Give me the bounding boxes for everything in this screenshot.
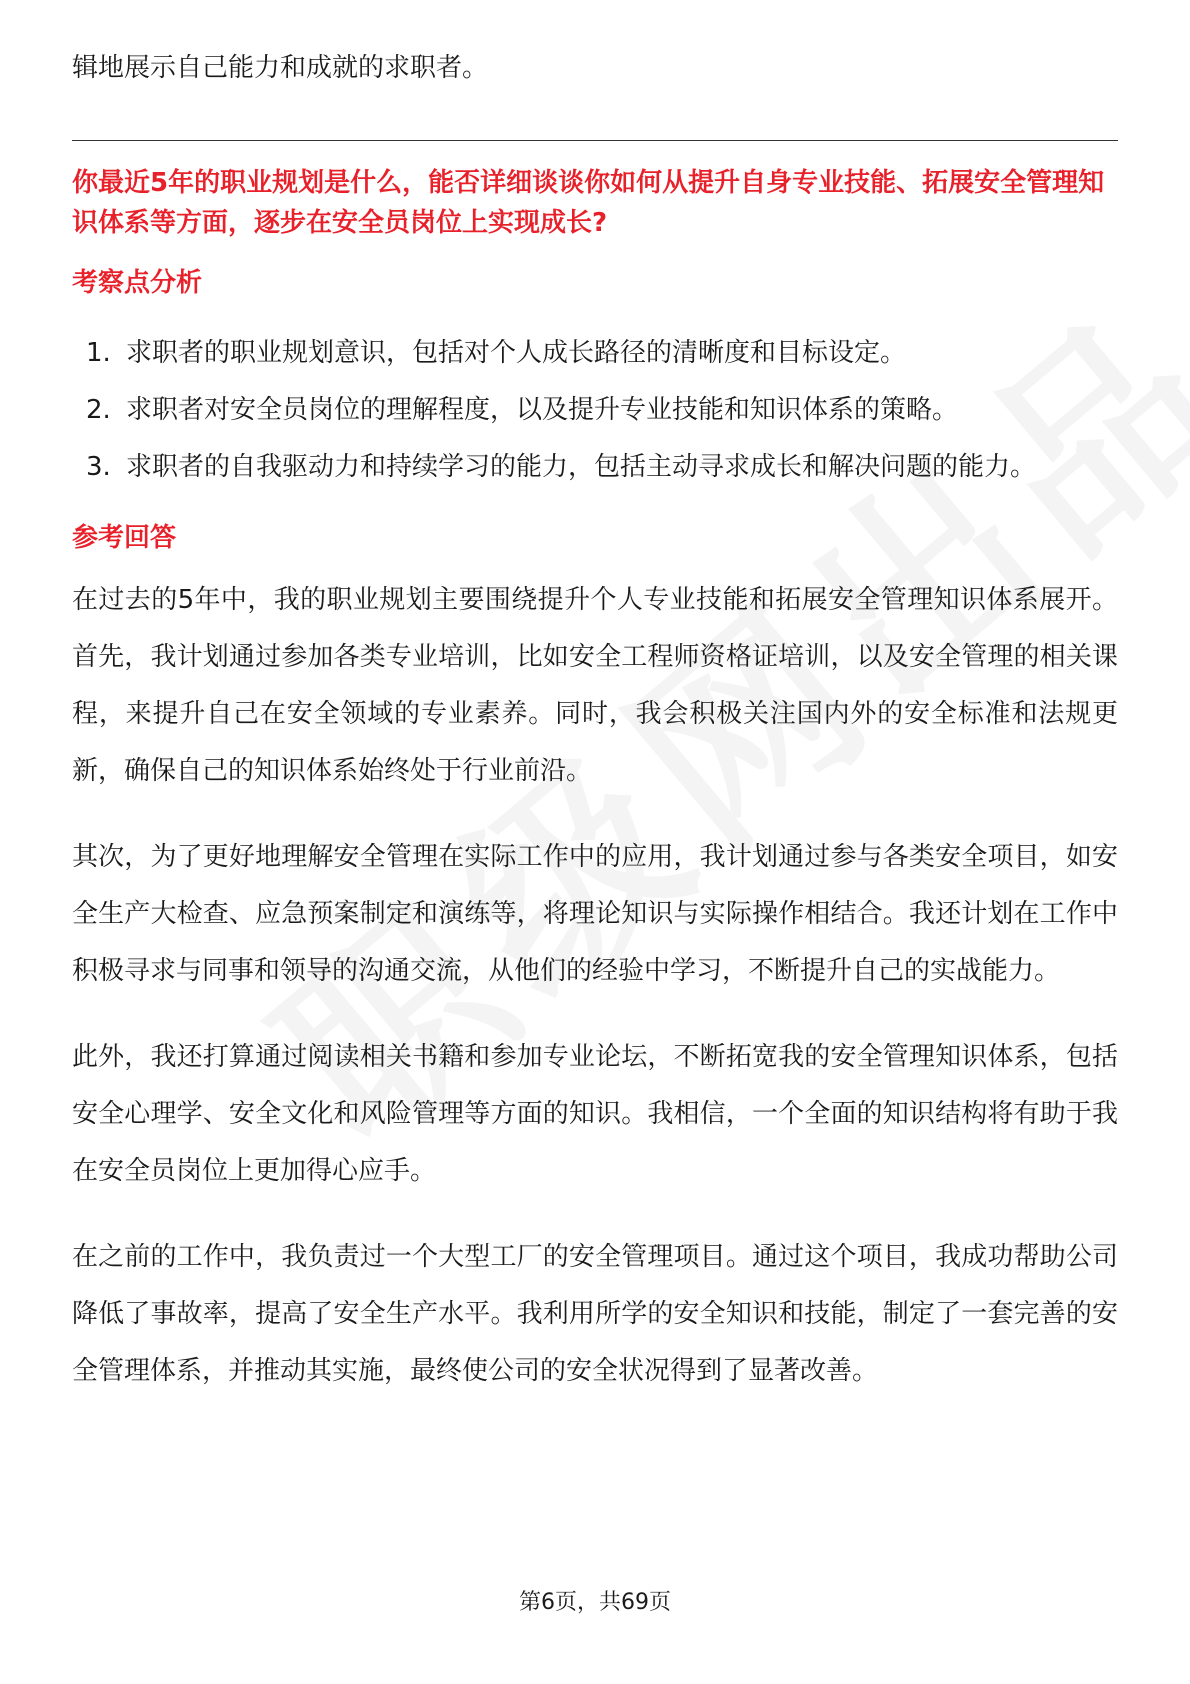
list-item-text: 求职者对安全员岗位的理解程度，以及提升专业技能和知识体系的策略。 [126, 395, 959, 425]
answer-heading: 参考回答 [72, 523, 177, 553]
list-item-number: 1. [86, 338, 111, 368]
answer-paragraph: 其次，为了更好地理解安全管理在实际工作中的应用，我计划通过参与各类安全项目，如安全生产大检查、应急预案制定和演练等，将理论知识与实际操作相结合。我还计划在工作中积极寻求与同事和领导的沟通交流，从他们的经验中学习，不断提升自己的实战能力。 [72, 842, 1118, 986]
list-item-number: 2. [86, 395, 111, 425]
answer-paragraph: 在过去的5年中，我的职业规划主要围绕提升个人专业技能和拓展安全管理知识体系展开。首先，我计划通过参加各类专业培训，比如安全工程师资格证培训，以及安全管理的相关课程，来提升自己在安全领域的专业素养。同时，我会积极关注国内外的安全标准和法规更新，确保自己的知识体系始终处于行业前沿。 [72, 585, 1118, 786]
page-number-footer: 第6页，共69页 [519, 1590, 671, 1615]
list-item [72, 382, 1118, 439]
list-item [72, 325, 1118, 382]
analysis-heading: 考察点分析 [72, 268, 203, 298]
page-content [72, 48, 1118, 1400]
interview-question: 你最近5年的职业规划是什么，能否详细谈谈你如何从提升自身专业技能、拓展安全管理知识体系等方面，逐步在安全员岗位上实现成长? [72, 168, 1105, 238]
list-item-number: 3. [86, 452, 111, 482]
list-item-text: 求职者的自我驱动力和持续学习的能力，包括主动寻求成长和解决问题的能力。 [126, 452, 1037, 482]
list-item [72, 439, 1118, 496]
intro-tail-text: 辑地展示自己能力和成就的求职者。 [72, 53, 489, 83]
answer-paragraph: 此外，我还打算通过阅读相关书籍和参加专业论坛，不断拓宽我的安全管理知识体系，包括安全心理学、安全文化和风险管理等方面的知识。我相信，一个全面的知识结构将有助于我在安全员岗位上更加得心应手。 [72, 1042, 1118, 1186]
list-item-text: 求职者的职业规划意识，包括对个人成长路径的清晰度和目标设定。 [126, 338, 907, 368]
answer-paragraph: 在之前的工作中，我负责过一个大型工厂的安全管理项目。通过这个项目，我成功帮助公司降低了事故率，提高了安全生产水平。我利用所学的安全知识和技能，制定了一套完善的安全管理体系，并推动其实施，最终使公司的安全状况得到了显著改善。 [72, 1242, 1118, 1386]
analysis-points-list [72, 325, 1118, 496]
section-divider [72, 140, 1118, 141]
